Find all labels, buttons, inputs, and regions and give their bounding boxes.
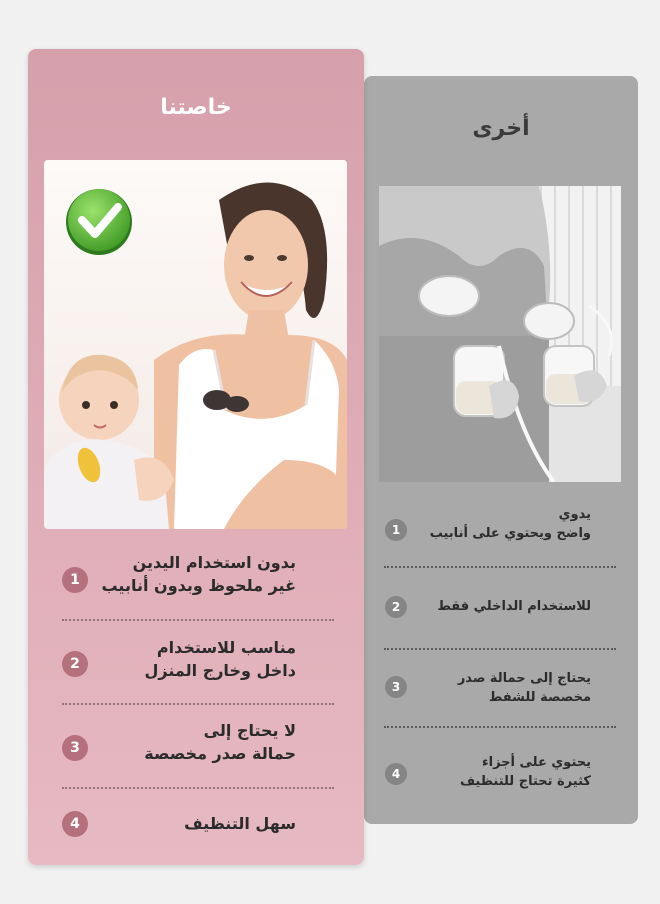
other-feature-1 [364,506,638,586]
divider [384,566,616,568]
feature-line: واضح ويحتوي على أنابيب [429,525,591,541]
our-feature-4 [28,809,364,889]
other-feature-3 [364,670,638,750]
divider [384,726,616,728]
feature-number-badge: 3 [62,735,88,761]
feature-line: غير ملحوظ وبدون أنابيب [101,576,296,596]
divider [62,787,334,789]
our-feature-1 [28,549,364,629]
feature-line: داخل وخارج المنزل [144,661,296,681]
feature-number-badge: 1 [385,519,407,541]
our-product-card [28,49,364,865]
divider [62,619,334,621]
our-product-title: خاصتنا [160,95,232,120]
mother-baby-illustration [44,160,347,529]
feature-text [184,812,296,835]
feature-number-badge: 2 [385,596,407,618]
feature-number-badge: 1 [62,567,88,593]
feature-number-badge: 2 [62,651,88,677]
feature-line: مخصصة للشفط [488,689,591,705]
feature-number-badge: 4 [62,811,88,837]
feature-text [101,551,296,597]
other-feature-4 [364,752,638,832]
feature-line: يدوي [558,507,591,522]
feature-text [145,636,296,682]
feature-line: للاستخدام الداخلي فقط [437,599,591,614]
divider [62,703,334,705]
feature-text [460,754,591,792]
other-feature-2 [364,596,638,676]
other-product-photo [379,186,621,482]
feature-text [437,598,591,617]
feature-line: بدون استخدام اليدين [132,553,296,572]
pump-bottles-illustration [379,186,621,482]
feature-number-badge: 4 [385,763,407,785]
feature-text [430,506,591,544]
feature-line: يحتاج إلى حمالة صدر [457,671,591,686]
our-product-photo [44,160,347,529]
feature-line: يحتوي على أجزاء [481,755,591,770]
our-feature-3 [28,717,364,797]
feature-line: مناسب للاستخدام [156,638,296,657]
our-feature-2 [28,634,364,714]
feature-number-badge: 3 [385,676,407,698]
feature-line: كثيرة تحتاج للتنظيف [459,773,591,789]
other-product-card [364,76,638,824]
feature-line: حمالة صدر مخصصة [144,744,296,764]
divider [384,648,616,650]
other-product-title: أخرى [472,116,530,141]
feature-text [458,670,591,708]
feature-line: سهل التنظيف [184,814,296,833]
feature-text [144,719,296,765]
feature-line: لا يحتاج إلى [203,721,296,740]
